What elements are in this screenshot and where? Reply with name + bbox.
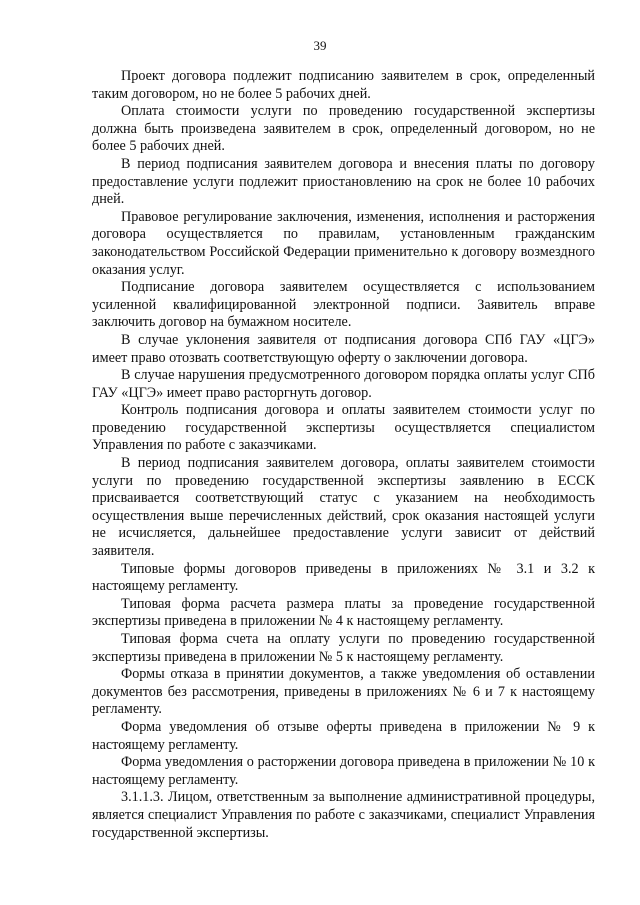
paragraph-service-suspension: В период подписания заявителем договора и внесения платы по договору предоставление услуги подлежит приостановлению на срок не более 10 рабочих дней. — [92, 155, 595, 208]
paragraph-refusal-forms: Формы отказа в принятии документов, а также уведомления об оставлении документов без рассмотрения, приведены в приложениях № 6 и 7 к настоящему регламенту. — [92, 666, 595, 718]
paragraph-payment-term: Оплата стоимости услуги по проведению государственной экспертизы должна быть произведена заявителем в срок, определенный договором, но не более 5 рабочих дней. — [92, 103, 595, 155]
paragraph-invoice-form: Типовая форма счета на оплату услуги по проведению государственной экспертизы приведена в приложении № 5 к настоящему регламенту. — [92, 631, 595, 665]
paragraph-contract-signing-term: Проект договора подлежит подписанию заявителем в срок, определенный таким договором, но не более 5 рабочих дней. — [92, 68, 595, 102]
paragraph-offer-withdrawal-form: Форма уведомления об отзыве оферты приведена в приложении № 9 к настоящему регламенту. — [92, 718, 595, 753]
body-text — [92, 68, 595, 842]
paragraph-contract-termination: В случае нарушения предусмотренного договором порядка оплаты услуг СПб ГАУ «ЦГЭ» имеет право расторгнуть договор. — [92, 367, 595, 401]
paragraph-termination-notice-form: Форма уведомления о расторжении договора приведена в приложении № 10 к настоящему регламенту. — [92, 754, 595, 788]
paragraph-essk-status: В период подписания заявителем договора, оплаты заявителем стоимости услуги по проведению государственной экспертизы заявлению в ЕССК присваивается соответствующий статус с указанием на необходимость осуществления выше перечисленных действий, срок оказания настоящей услуги не исчисляется, дальнейшее предоставление услуги зависит от действий заявителя. — [92, 455, 595, 560]
paragraph-legal-regulation: Правовое регулирование заключения, изменения, исполнения и расторжения договора осуществляется по правилам, установленным гражданским законодательством Российской Федерации применительно к договору возмездного оказания услуг. — [92, 208, 595, 278]
paragraph-responsible-person: 3.1.1.3. Лицом, ответственным за выполнение административной процедуры, является специалист Управления по работе с заказчиками, специалист Управления государственной экспертизы. — [92, 789, 595, 841]
paragraph-contract-forms: Типовые формы договоров приведены в приложениях № 3.1 и 3.2 к настоящему регламенту. — [92, 560, 595, 595]
paragraph-fee-calculation-form: Типовая форма расчета размера платы за проведение государственной экспертизы приведена в приложении № 4 к настоящему регламенту. — [92, 595, 595, 630]
paragraph-electronic-signature: Подписание договора заявителем осуществляется с использованием усиленной квалифицированной электронной подписи. Заявитель вправе заключить договор на бумажном носителе. — [92, 279, 595, 331]
page-number: 39 — [313, 38, 327, 53]
paragraph-offer-withdrawal: В случае уклонения заявителя от подписания договора СПб ГАУ «ЦГЭ» имеет право отозвать соответствующую оферту о заключении договора. — [92, 331, 595, 366]
paragraph-signing-control: Контроль подписания договора и оплаты заявителем стоимости услуг по проведению государственной экспертизы осуществляется специалистом Управления по работе с заказчиками. — [92, 402, 595, 454]
